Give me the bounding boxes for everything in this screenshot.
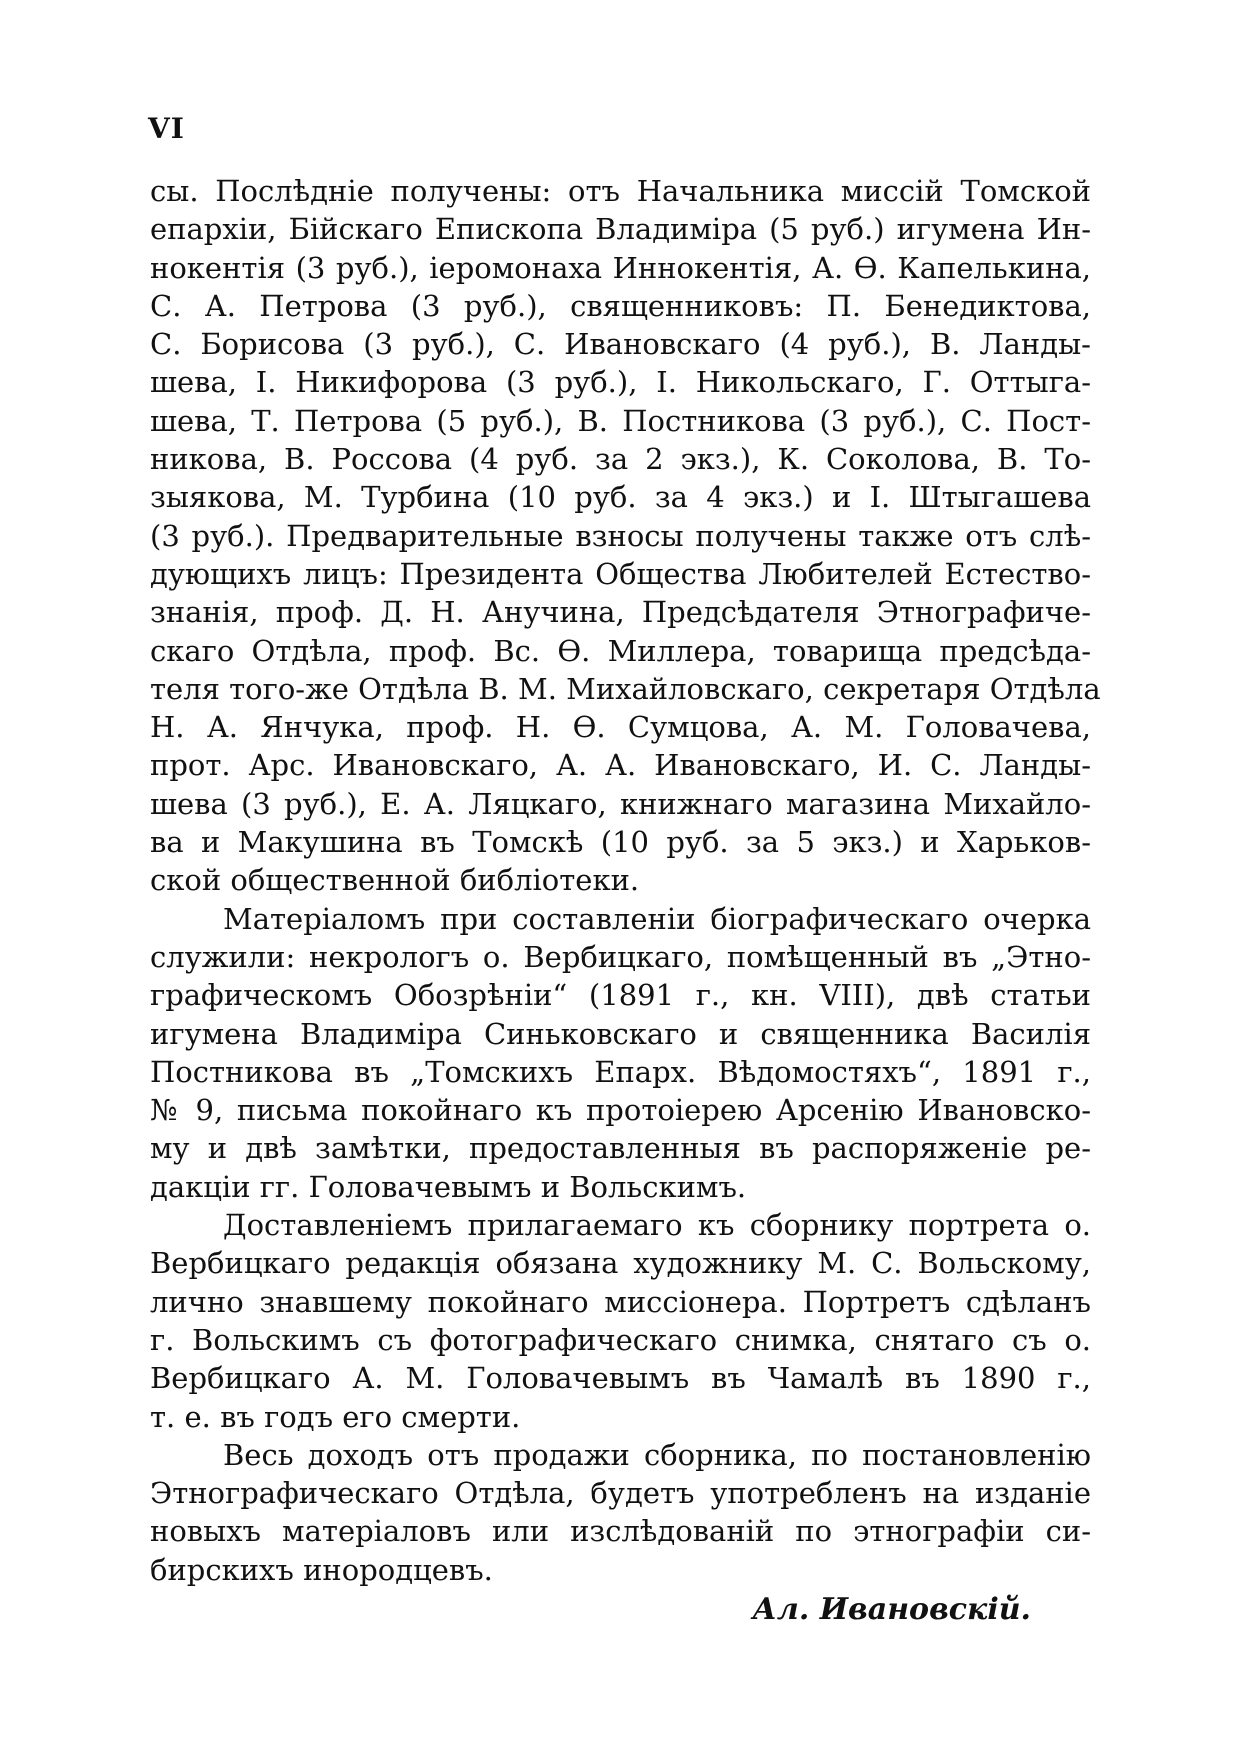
text-line: шева, Т. Петрова (5 руб.), В. Постникова (3 руб.), С. Пост- <box>150 403 1091 438</box>
text-line: нокентія (3 руб.), іеромонаха Иннокентія, А. Ѳ. Капелькина, <box>150 250 1091 285</box>
text-line: му и двѣ замѣтки, предоставленныя въ распоряженіе ре- <box>150 1131 1091 1166</box>
text-line: Вербицкаго А. М. Головачевымъ въ Чамалѣ въ 1890 г., <box>150 1361 1091 1396</box>
text-line: сы. Послѣдніе получены: отъ Начальника миссій Томской <box>150 174 1091 208</box>
text-line: Вербицкаго редакція обязана художнику М. С. Вольскому, <box>150 1246 1091 1281</box>
text-line: зыякова, М. Турбина (10 руб. за 4 экз.) и І. Штыгашева <box>150 480 1091 515</box>
body-text <box>150 172 1101 1589</box>
text-line: скаго Отдѣла, проф. Вс. Ѳ. Миллера, товарища предсѣда- <box>150 633 1091 668</box>
text-line: (3 руб.). Предварительные взносы получены также отъ слѣ- <box>150 518 1091 553</box>
text-line: С. А. Петрова (3 руб.), священниковъ: П. Бенедиктова, <box>150 288 1091 323</box>
text-line: Весь доходъ отъ продажи сборника, по постановленію <box>223 1437 1091 1472</box>
signature: Ал. Ивановскій. <box>752 1592 1031 1627</box>
text-line: знанія, проф. Д. Н. Анучина, Предсѣдателя Этнографиче- <box>150 595 1091 630</box>
text-line: новыхъ матеріаловъ или изслѣдованій по этнографіи си- <box>150 1514 1091 1549</box>
text-line: прот. Арс. Ивановскаго, А. А. Ивановскаго, И. С. Ланды- <box>150 748 1091 783</box>
text-line: С. Борисова (3 руб.), С. Ивановскаго (4 руб.), В. Ланды- <box>150 327 1091 362</box>
text-line: дакціи гг. Головачевымъ и Вольскимъ. <box>150 1169 747 1204</box>
text-line: ской общественной библіотеки. <box>150 863 640 898</box>
text-line: № 9, письма покойнаго къ протоіерею Арсенію Ивановско- <box>150 1093 1091 1128</box>
page-number: VI <box>148 112 185 145</box>
text-line: шева, І. Никифорова (3 руб.), І. Никольскаго, Г. Оттыга- <box>150 365 1091 400</box>
text-line: Этнографическаго Отдѣла, будетъ употребленъ на изданіе <box>150 1476 1091 1511</box>
text-line: никова, В. Россова (4 руб. за 2 экз.), К. Соколова, В. То- <box>150 442 1091 477</box>
text-line: игумена Владиміра Синьковскаго и священника Василія <box>150 1016 1091 1051</box>
text-line: т. е. въ годъ его смерти. <box>150 1399 521 1434</box>
text-line: бирскихъ инородцевъ. <box>150 1552 493 1587</box>
text-line: Постникова въ „Томскихъ Епарх. Вѣдомостяхъ“, 1891 г., <box>150 1054 1091 1089</box>
text-line: шева (3 руб.), Е. А. Ляцкаго, книжнаго магазина Михайло- <box>150 786 1091 821</box>
text-line: Н. А. Янчука, проф. Н. Ѳ. Сумцова, А. М. Головачева, <box>150 710 1091 745</box>
text-line: ва и Макушина въ Томскѣ (10 руб. за 5 экз.) и Харьков- <box>150 825 1091 860</box>
text-line: лично знавшему покойнаго миссіонера. Портретъ сдѣланъ <box>150 1284 1091 1319</box>
text-line: г. Вольскимъ съ фотографическаго снимка, снятаго съ о. <box>150 1322 1091 1357</box>
text-line: теля того-же Отдѣла В. М. Михайловскаго, секретаря Отдѣла <box>150 671 1101 706</box>
text-line: епархіи, Бійскаго Епископа Владиміра (5 руб.) игумена Ин- <box>150 212 1091 247</box>
text-line: графическомъ Обозрѣніи“ (1891 г., кн. VIII), двѣ статьи <box>150 978 1091 1013</box>
text-line: Матеріаломъ при составленіи біографическаго очерка <box>223 901 1091 936</box>
text-line: дующихъ лицъ: Президента Общества Любителей Естество- <box>150 556 1091 591</box>
text-line: служили: некрологъ о. Вербицкаго, помѣщенный въ „Этно- <box>150 939 1091 974</box>
text-line: Доставленіемъ прилагаемаго къ сборнику портрета о. <box>223 1208 1091 1243</box>
